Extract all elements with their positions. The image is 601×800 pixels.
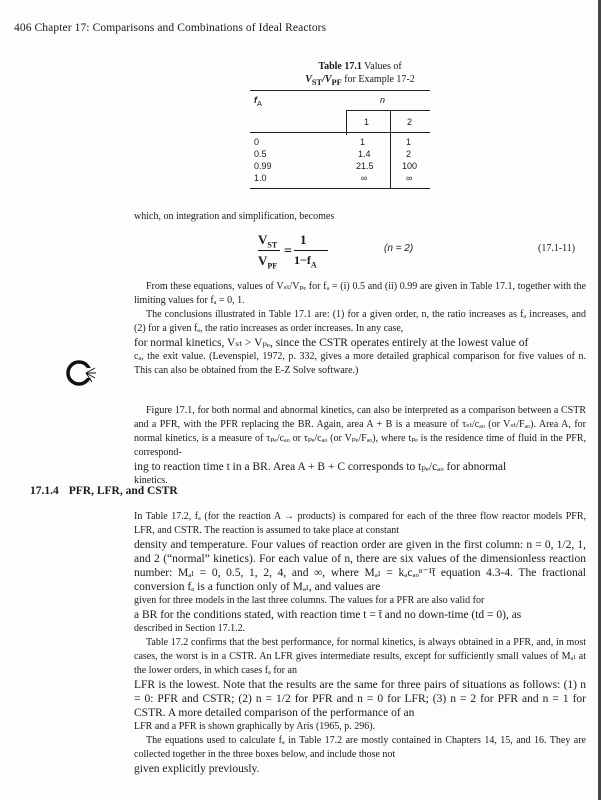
p3a-text: Figure 17.1, for both normal and abnormal kinetics, can also be interpreted as a comparison between a CSTR and a PFR, with the PFR replacing the BR. Again, area A + B is a measure of τₛₜ/cₐₒ (or Vₛₜ/Fₐₒ). Area A, for normal kinetics, is a measure of τₚₑ/cₐₒ or τₚₑ/cₐₒ (or Vₚₑ/Fₐₒ), where tₚₑ is the residence time of fluid in the PFR, correspond- [134, 405, 586, 458]
caption-v: V [305, 74, 312, 85]
paragraph-3 [134, 404, 586, 488]
intro-line: which, on integration and simplification, becomes [134, 211, 335, 222]
paragraph-1 [134, 280, 586, 378]
eq-denominator-2: $1-f_A$ [294, 253, 317, 270]
s3b-text: given explicitly previously. [134, 763, 260, 775]
table-sub-1: 1 [364, 117, 370, 127]
s2b-text: LFR is the lowest. Note that the results are the same for three pairs of situations as follows: (1) n = 0: PFR and CSTR; (2) n = 1/2 for PFR and n = 0 for LFR; (3) n = 2 for PFR and n = 1 for CSTR. A more detailed comparison of the performance of an [134, 679, 586, 719]
caption-st: ST [311, 78, 323, 87]
eq-numerator: $V_{ST}$ [258, 232, 278, 250]
s2c-text: LFR and a PFR is shown graphically by Aris (1965, p. 296). [134, 721, 376, 732]
caption-slash-v: /V [322, 74, 332, 85]
table-cell: 100 [402, 161, 418, 171]
table-subrule [346, 110, 430, 111]
s1b-text: density and temperature. Four values of reaction order are given in the first column: n = 0, 1/2, 1, and 2 (“normal” kinetics). For each value of n, there are six values of the dimensionless reaction number: Mₐₗ = 0, 0.5, 1, 2, 4, and ∞, where Mₐₗ = kₐcₐₒⁿ⁻¹t̄ equation 4.3-4. The fractional conversion fₐ is a function only of Mₐₗ, and values are [134, 539, 586, 593]
caption-tail: for Example 17-2 [341, 74, 415, 85]
table-cell: ∞ [406, 173, 413, 183]
eq-denominator: $V_{PF}$ [258, 253, 278, 271]
s1c-text: given for three models in the last three columns. The values for a PFR are also valid for [134, 595, 485, 606]
table-label: Table 17.1 [318, 61, 362, 72]
table-caption [280, 60, 440, 89]
table-caption-1: Values of [364, 61, 402, 72]
table-cell: 21.5 [356, 161, 374, 171]
s2a-text: Table 17.2 confirms that the best performance, for normal kinetics, is always obtained in a PFR, and, in most cases, the worst is in a CSTR. An LFR gives intermediate results, except for sufficiently small values of Mₐₗ at the lower orders, in which cases fₐ for an [134, 637, 586, 676]
table-cell: 2 [406, 149, 412, 159]
table-cell: 1 [406, 137, 412, 147]
table-cell: 0.5 [254, 149, 267, 159]
s1e-text: described in Section 17.1.2. [134, 623, 246, 634]
equation-condition: (n = 2) [384, 243, 414, 254]
table-cell: ∞ [361, 173, 368, 183]
eq-operator: = [284, 244, 292, 259]
eq-fraction-bar-2 [294, 250, 328, 251]
section-body [134, 510, 586, 776]
p2c-text: cₐ, the exit value. (Levenspiel, 1972, p. 332, gives a more detailed graphical comparison for five values of n. This can also be obtained from the E-Z Solve software.) [134, 351, 586, 376]
section-heading [30, 485, 178, 497]
equation-number: (17.1-11) [538, 243, 576, 254]
table-sub-2: 2 [407, 117, 413, 127]
p3b-text: ing to reaction time t in a BR. Area A + B + C corresponds to tₚₑ/cₐₒ for abnormal [134, 461, 507, 473]
s1a-text: In Table 17.2, fₐ (for the reaction A → products) is compared for each of the three flow reactor models PFR, LFR, and CSTR. The reaction is assumed to take place at constant [134, 511, 586, 536]
table-header-rule [250, 132, 430, 133]
cd-rom-icon [64, 356, 98, 390]
eq-fraction-bar [258, 250, 280, 251]
values-table [250, 90, 430, 189]
table-vline-2 [390, 110, 391, 188]
table-cell: 0 [254, 137, 260, 147]
table-header-n: n [380, 95, 386, 105]
p3c-text: kinetics. [134, 475, 168, 486]
s3a-text: The equations used to calculate fₐ in Table 17.2 are mostly contained in Chapters 14, 15, and 16. They are collected together in the three boxes below, and include those not [134, 735, 586, 760]
section-title: PFR, LFR, and CSTR [68, 485, 178, 497]
table-cell: 1.0 [254, 173, 267, 183]
eq-numerator-2: 1 [300, 232, 307, 247]
table-cell: 1 [360, 137, 366, 147]
table-header-fa: $f_A$ [254, 95, 263, 108]
equation-17-1-11 [258, 232, 318, 276]
p2a-text: The conclusions illustrated in Table 17.1 are: (1) for a given order, n, the ratio increases as fₐ increases, and (2) for a given fₐ, the ratio increases as order increases. In any case, [134, 309, 586, 334]
p2b-text: for normal kinetics, Vₛₜ > Vₚₑ, since the CSTR operates entirely at the lowest value of [134, 337, 529, 349]
s1d-text: a BR for the conditions stated, with reaction time t = t̄ and no down-time (td = 0), as [134, 609, 522, 621]
p1-text: From these equations, values of Vₛₜ/Vₚₑ for fₐ = (i) 0.5 and (ii) 0.99 are given in Table 17.1, together with the limiting values for fₐ = 0, 1. [134, 281, 586, 306]
section-number: 17.1.4 [30, 485, 59, 497]
table-cell: 1.4 [358, 149, 371, 159]
caption-pf: PF [331, 78, 342, 87]
page-header: 406 Chapter 17: Comparisons and Combinations of Ideal Reactors [14, 22, 327, 34]
table-cell: 0.99 [254, 161, 272, 171]
